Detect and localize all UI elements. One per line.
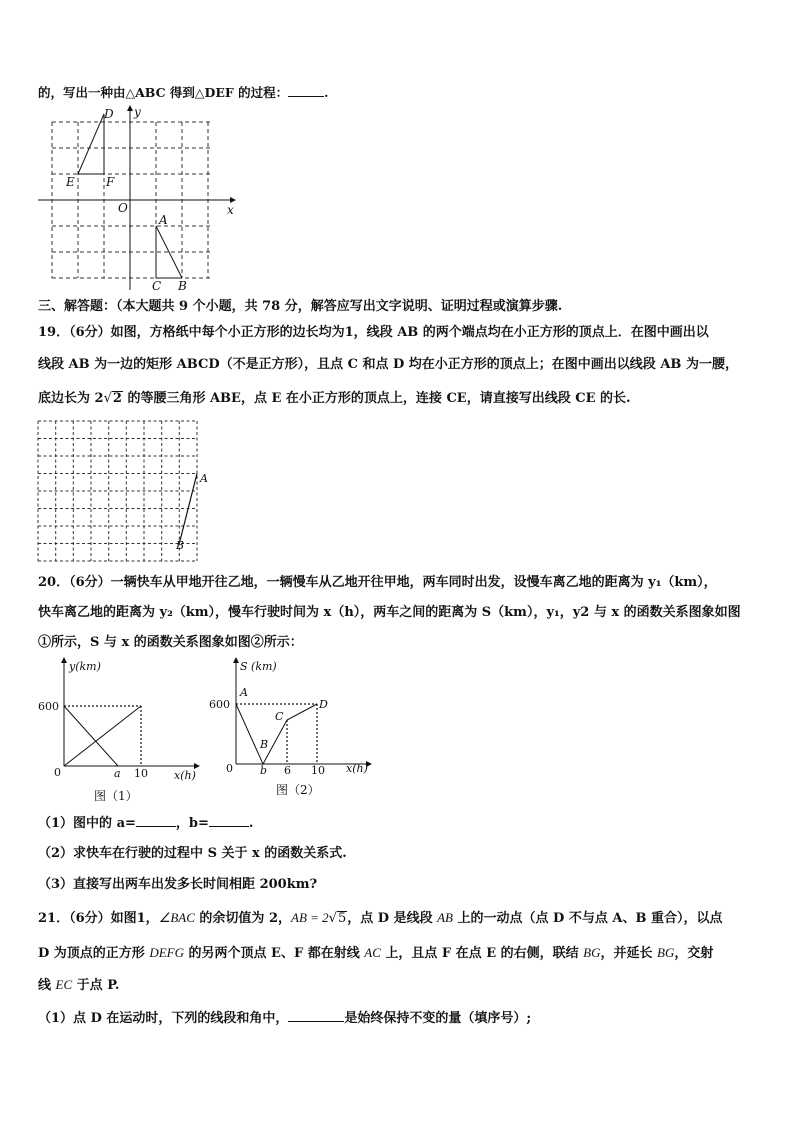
q20-sub-2-text: （2）求快车在行驶的过程中 S 关于 x 的函数关系式. bbox=[38, 846, 347, 861]
fig2-tick-600: 600 bbox=[209, 698, 230, 711]
q19-grid-figure bbox=[36, 418, 216, 564]
y-axis-arrow bbox=[127, 105, 133, 111]
label-f: F bbox=[106, 175, 115, 189]
q20-sub-3 bbox=[38, 876, 317, 894]
section-3-heading-text: 三、解答题：（本大题共 9 个小题，共 78 分，解答应写出文字说明、证明过程或演算步骤. bbox=[38, 299, 563, 314]
blank-invariant bbox=[288, 1009, 344, 1022]
fig2-origin: 0 bbox=[226, 762, 233, 775]
ray-ac: AC bbox=[364, 945, 381, 960]
q19-grid-lines bbox=[38, 421, 197, 561]
fig2-label-d: D bbox=[319, 698, 328, 711]
fig2-tick-10: 10 bbox=[311, 764, 325, 777]
q20-figure-1 bbox=[34, 656, 204, 808]
q20-sub-3-text: （3）直接写出两车出发多长时间相距 200km? bbox=[38, 877, 318, 892]
q19-radicand: 2 bbox=[112, 391, 122, 406]
q21-sub-1 bbox=[38, 1009, 531, 1028]
q20-sub-1-end: . bbox=[248, 816, 254, 831]
label-a: A bbox=[159, 213, 168, 227]
fig1-y-arrow bbox=[61, 657, 67, 663]
q20-sub-1 bbox=[38, 814, 253, 833]
fig2-label-b: B bbox=[260, 738, 269, 751]
q21-line-1-c: ，点 D 是线段 bbox=[347, 911, 438, 926]
q20-line-1-text: 20．（6分）一辆快车从甲地开往乙地，一辆慢车从乙地开往甲地，两车同时出发，设慢车离乙地的距离为 y₁（km）， bbox=[38, 575, 717, 590]
fig1-xlabel: x(h) bbox=[174, 769, 196, 782]
top-line-1 bbox=[38, 84, 328, 102]
q21-line-2 bbox=[38, 944, 713, 963]
q19-line-3-pre: 底边长为 2 bbox=[38, 391, 104, 406]
fig1-line-y2 bbox=[64, 706, 118, 766]
q21-line-2-d: ，并延长 bbox=[600, 946, 658, 961]
square-defg: DEFG bbox=[149, 945, 184, 960]
triangle-def bbox=[78, 114, 104, 174]
q20-line-2-text: 快车离乙地的距离为 y₂（km），慢车行驶时间为 x（h），两车之间的距离为 S（km），y₁，y2 与 x 的函数关系图象如图 bbox=[38, 605, 741, 620]
q19-line-2 bbox=[38, 356, 738, 374]
fig1-origin: 0 bbox=[54, 766, 61, 779]
q19-line-1-text: 19．（6分）如图，方格纸中每个小正方形的边长均为1，线段 AB 的两个端点均在小正方形的顶点上．在图中画出以 bbox=[38, 325, 709, 340]
fig2-label-c: C bbox=[275, 710, 284, 723]
q21-line-1 bbox=[38, 909, 722, 928]
q19-line-1 bbox=[38, 324, 709, 342]
q19-label-a: A bbox=[200, 472, 208, 485]
q19-line-3 bbox=[38, 390, 631, 408]
fig1-ylabel: y(km) bbox=[69, 660, 101, 673]
q20-line-1 bbox=[38, 574, 717, 592]
fig2-y-arrow bbox=[233, 657, 239, 663]
fig1-tick-a: a bbox=[114, 767, 121, 780]
q21-line-2-e: ，交射 bbox=[674, 946, 714, 961]
q21-line-3-a: 线 bbox=[38, 978, 56, 993]
segment-ab-text: AB bbox=[437, 910, 453, 925]
section-3-heading bbox=[38, 298, 562, 316]
q20-line-2 bbox=[38, 604, 741, 622]
q21-line-2-b: 的另两个顶点 E、F 都在射线 bbox=[184, 946, 365, 961]
ab-expression: AB = 2 bbox=[291, 910, 329, 925]
fig1-tick-600: 600 bbox=[38, 700, 59, 713]
q21-line-3 bbox=[38, 976, 119, 995]
q21-line-1-b: 的余切值为 2， bbox=[194, 911, 292, 926]
sqrt-sign: √ bbox=[103, 391, 112, 406]
answer-blank bbox=[288, 84, 324, 97]
label-y: y bbox=[134, 105, 141, 119]
q21-line-3-b: 于点 P. bbox=[72, 978, 120, 993]
label-o: O bbox=[118, 201, 128, 215]
label-e: E bbox=[66, 175, 75, 189]
q20-figure-2 bbox=[204, 656, 384, 808]
sqrt-sign-2: √ bbox=[328, 911, 337, 926]
q20-sub-1-pre: （1）图中的 a= bbox=[38, 816, 136, 831]
q21-radicand: 5 bbox=[337, 911, 347, 926]
q19-line-3-post: 的等腰三角形 ABE，点 E 在小正方形的顶点上，连接 CE，请直接写出线段 CE 的长. bbox=[122, 391, 631, 406]
q21-line-2-c: 上，且点 F 在点 E 的右侧，联结 bbox=[380, 946, 584, 961]
segment-bg-2: BG bbox=[657, 945, 675, 960]
q21-sub-1-pre: （1）点 D 在运动时，下列的线段和角中， bbox=[38, 1011, 289, 1026]
fig2-xlabel: x(h) bbox=[346, 762, 368, 775]
fig2-caption: 图（2） bbox=[276, 783, 320, 797]
blank-b bbox=[209, 814, 249, 827]
label-c: C bbox=[152, 279, 162, 293]
angle-bac: ∠BAC bbox=[158, 910, 195, 925]
segment-bg: BG bbox=[583, 945, 601, 960]
coordinate-grid-figure bbox=[34, 104, 244, 294]
ray-ec: EC bbox=[55, 977, 73, 992]
q20-line-3 bbox=[38, 634, 303, 652]
q21-sub-1-post: 是始终保持不变的量（填序号）; bbox=[344, 1011, 532, 1026]
label-x: x bbox=[227, 203, 234, 217]
label-d: D bbox=[104, 107, 114, 121]
q21-line-1-a: 21．（6分）如图1， bbox=[38, 911, 159, 926]
fig2-label-a: A bbox=[240, 686, 248, 699]
fig1-tick-10: 10 bbox=[134, 767, 148, 780]
q21-line-2-a: D 为顶点的正方形 bbox=[38, 946, 150, 961]
fig2-ylabel: S (km) bbox=[240, 660, 277, 673]
top-line-1-text: 的，写出一种由△ABC 得到△DEF 的过程： bbox=[38, 85, 289, 100]
q21-line-1-d: 上的一动点（点 D 不与点 A、B 重合），以点 bbox=[453, 911, 723, 926]
fig2-tick-b: b bbox=[260, 764, 268, 777]
q19-line-2-text: 线段 AB 为一边的矩形 ABCD（不是正方形），且点 C 和点 D 均在小正方形的顶点上；在图中画出以线段 AB 为一腰， bbox=[38, 357, 738, 372]
fig1-caption: 图（1） bbox=[94, 789, 138, 803]
top-line-1-end: . bbox=[324, 85, 329, 100]
blank-a bbox=[136, 814, 176, 827]
fig1-line-y1 bbox=[64, 706, 141, 766]
label-b: B bbox=[178, 279, 187, 293]
q20-line-3-text: ①所示，S 与 x 的函数关系图象如图②所示： bbox=[38, 635, 303, 650]
q20-sub-2 bbox=[38, 845, 347, 863]
fig2-tick-6: 6 bbox=[284, 764, 291, 777]
q20-sub-1-mid: ，b= bbox=[175, 816, 209, 831]
q19-label-b: B bbox=[176, 539, 185, 552]
